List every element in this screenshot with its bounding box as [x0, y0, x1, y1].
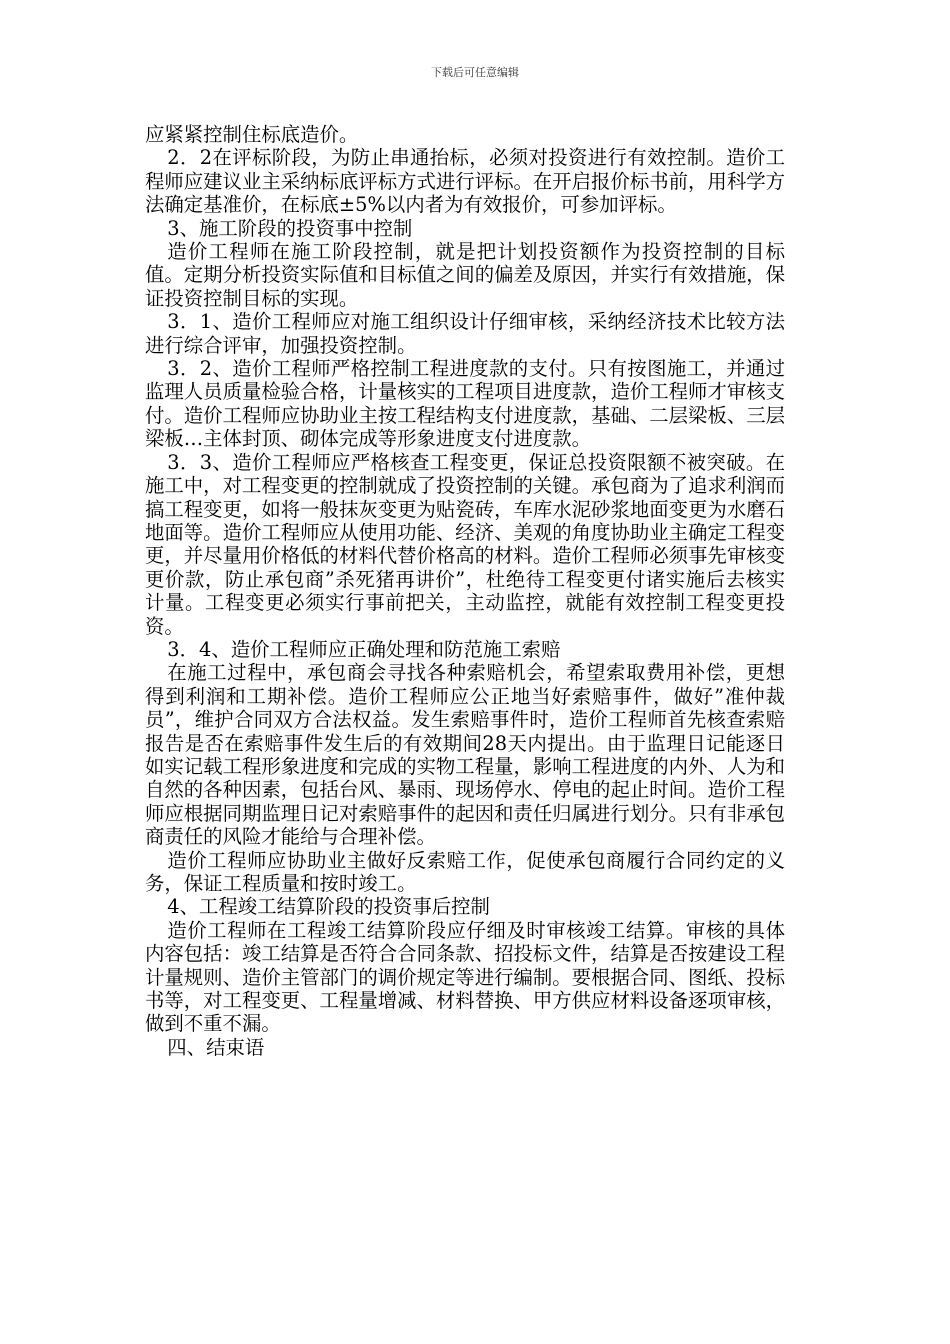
section-heading: 3、施工阶段的投资事中控制	[167, 216, 413, 240]
paragraph: 造价工程师应协助业主做好反索赔工作，促使承包商履行合同约定的义务，保证工程质量和按时竣工。	[145, 848, 785, 895]
section-heading: 4、工程竣工结算阶段的投资事后控制	[167, 895, 490, 919]
paragraph: 3．1、造价工程师应对施工组织设计仔细审核，采纳经济技术比较方法进行综合评审，加强投资控制。	[145, 310, 785, 357]
paragraph: 3．2、造价工程师严格控制工程进度款的支付。只有按图施工，并通过监理人员质量检验合格，计量核实的工程项目进度款，造价工程师才审核支付。造价工程师应协助业主按工程结构支付进度款，基础、二层梁板、三层梁板…主体封顶、砌体完成等形象进度支付进度款。	[145, 357, 785, 451]
section-heading: 3．4、造价工程师应正确处理和防范施工索赔	[167, 637, 561, 661]
paragraph: 3．3、造价工程师应严格核查工程变更，保证总投资限额不被突破。在施工中，对工程变更的控制就成了投资控制的关键。承包商为了追求利润而搞工程变更，如将一般抹灰变更为贴瓷砖，车库水泥砂浆地面变更为水磨石地面等。造价工程师应从使用功能、经济、美观的角度协助业主确定工程变更，并尽量用价格低的材料代替价格高的材料。造价工程师必须事先审核变更价款，防止承包商”杀死猪再讲价”，杜绝待工程变更付诸实施后去核实计量。工程变更必须实行事前把关，主动监控，就能有效控制工程变更投资。	[145, 450, 785, 638]
paragraph: 2．2在评标阶段，为防止串通抬标，必须对投资进行有效控制。造价工程师应建议业主采纳标底评标方式进行评标。在开启报价标书前，用科学方法确定基准价，在标底±5%以内者为有效报价，可参加评标。	[145, 146, 785, 217]
section-heading: 四、结束语	[167, 1035, 265, 1059]
paragraph: 造价工程师在施工阶段控制，就是把计划投资额作为投资控制的目标值。定期分析投资实际值和目标值之间的偏差及原因，并实行有效措施，保证投资控制目标的实现。	[145, 240, 785, 310]
paragraph: 在施工过程中，承包商会寻找各种索赔机会，希望索取费用补偿，更想得到利润和工期补偿。造价工程师应公正地当好索赔事件，做好”准仲裁员”，维护合同双方合法权益。发生索赔事件时，造价工程师首先核查索赔报告是否在索赔事件发生后的有效期间28天内提出。由于监理日记能逐日如实记载工程形象进度和完成的实物工程量，影响工程进度的内外、人为和自然的各种因素，包括台风、暴雨、现场停水、停电的起止时间。造价工程师应根据同期监理日记对索赔事件的起因和责任归属进行划分。只有非承包商责任的风险才能给与合理补偿。	[145, 661, 785, 849]
paragraph: 造价工程师在工程竣工结算阶段应仔细及时审核竣工结算。审核的具体内容包括：竣工结算是否符合合同条款、招投标文件，结算是否按建设工程计量规则、造价主管部门的调价规定等进行编制。要根据合同、图纸、投标书等，对工程变更、工程量增减、材料替换、甲方供应材料设备逐项审核，做到不重不漏。	[145, 918, 785, 1036]
page-header: 下载后可任意编辑	[431, 66, 519, 79]
paragraph: 应紧紧控制住标底造价。	[145, 123, 359, 146]
document-body	[145, 123, 785, 1059]
